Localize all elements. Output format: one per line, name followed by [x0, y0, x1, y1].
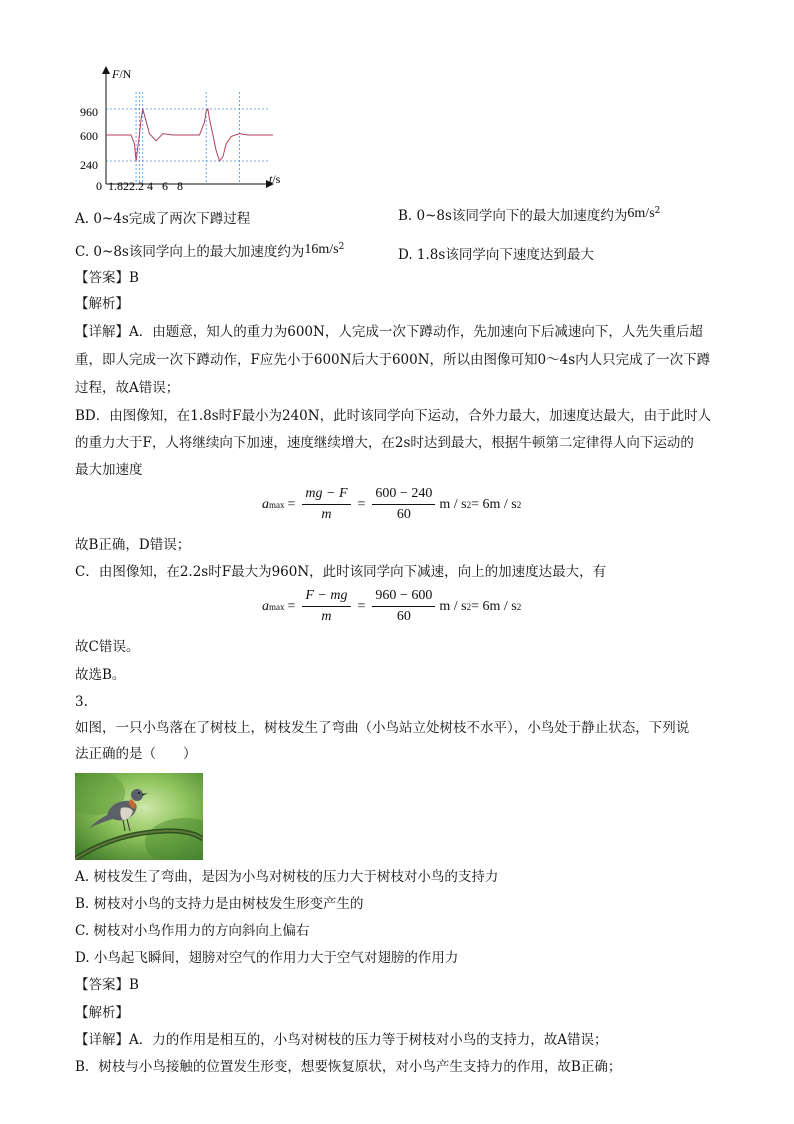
- q2-detail-line: 故B正确，D错误；: [75, 537, 191, 553]
- q2-detail-line: 重，即人完成一次下蹲动作，F应先小于600N后大于600N，所以由图像可知0～4s内人只完成了一次下蹲: [75, 352, 711, 368]
- q2-detail-line: 最大加速度: [75, 462, 143, 478]
- q2-detail-line: 故C错误。: [75, 639, 140, 655]
- q3-option-b: B. 树枝对小鸟的支持力是由树枝发生形变产生的: [75, 896, 364, 912]
- force-curve: [106, 109, 273, 161]
- q2-option-a: A. 0~4s完成了两次下蹲过程: [75, 211, 251, 227]
- q2-analysis-label: 【解析】: [75, 296, 129, 312]
- q3-stem: 如图，一只小鸟落在了树枝上，树枝发生了弯曲（小鸟站立处树枝不水平），小鸟处于静止状态，下列说: [75, 720, 690, 736]
- q2-detail-line: 过程，故A错误；: [75, 380, 180, 396]
- x-axis-label: t/s: [269, 172, 281, 186]
- formula-downward-acceleration: a max = $\frac{mg - F}{m}$ = $\frac{600 - 240}{60}$ m / s 2 = 6m / s 2: [262, 486, 522, 522]
- y-tick-960: 960: [80, 105, 98, 119]
- q3-option-d: D. 小鸟起飞瞬间，翅膀对空气的作用力大于空气对翅膀的作用力: [75, 950, 459, 966]
- q3-option-c: C. 树枝对小鸟作用力的方向斜向上偏右: [75, 923, 310, 939]
- q3-option-a: A. 树枝发生了弯曲，是因为小鸟对树枝的压力大于树枝对小鸟的支持力: [75, 869, 499, 885]
- q3-detail-line: B．树枝与小鸟接触的位置发生形变，想要恢复原状，对小鸟产生支持力的作用，故B正确；: [75, 1059, 622, 1075]
- q2-option-d: D. 1.8s该同学向下速度达到最大: [398, 247, 594, 263]
- y-tick-600: 600: [80, 129, 98, 143]
- q2-option-c: C. 0~8s该同学向上的最大加速度约为$16m/s^2$: [75, 242, 345, 260]
- q2-detail-line: C．由图像知，在2.2s时F最大为960N，此时该同学向下减速，向上的加速度达最大，有: [75, 564, 607, 580]
- y-axis-label: F/N: [112, 67, 132, 81]
- q3-answer: 【答案】B: [75, 977, 139, 993]
- q2-detail-line: 【详解】A．由题意，知人的重力为600N，人完成一次下蹲动作，先加速向下后减速向下，人先失重后超: [75, 324, 703, 340]
- q2-detail-line: 的重力大于F，人将继续向下加速，速度继续增大，在2s时达到最大，根据牛顿第二定律得人向下运动的: [75, 435, 694, 451]
- bird-on-branch-image: [75, 773, 203, 860]
- y-tick-240: 240: [80, 158, 98, 172]
- q2-detail-line: BD．由图像知，在1.8s时F最小为240N，此时该同学向下运动，合外力最大，加速度达最大，由于此时人: [75, 408, 712, 424]
- q3-analysis-label: 【解析】: [75, 1005, 129, 1021]
- q3-number: 3.: [75, 694, 88, 710]
- q2-option-b: B. 0~8s该同学向下的最大加速度约为$6m/s^2$: [398, 206, 661, 224]
- q2-answer: 【答案】B: [75, 270, 139, 286]
- force-time-graph: [70, 62, 300, 197]
- reference-lines: [106, 92, 270, 184]
- q3-detail-line: 【详解】A．力的作用是相互的，小鸟对树枝的压力等于树枝对小鸟的支持力，故A错误；: [75, 1032, 608, 1048]
- formula-upward-acceleration: a max = $\frac{F - mg}{m}$ = $\frac{960 - 600}{60}$ m / s 2 = 6m / s 2: [262, 588, 522, 624]
- q3-stem: 法正确的是（ ）: [75, 746, 197, 762]
- x-tick-labels: 0 1.822.2 4 6 8: [96, 179, 183, 193]
- q2-detail-line: 故选B。: [75, 667, 126, 683]
